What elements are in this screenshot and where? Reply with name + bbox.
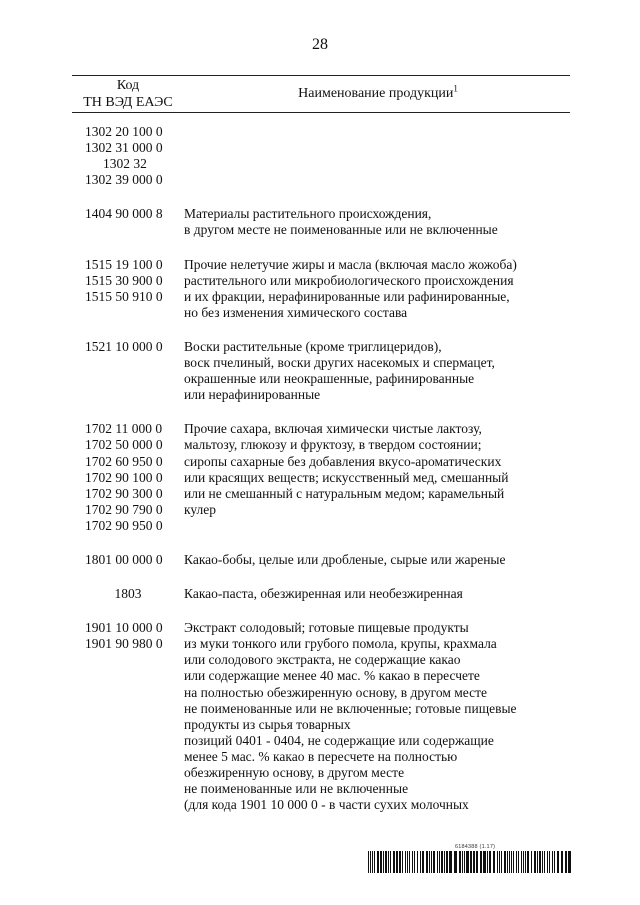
column-header-code <box>72 77 184 111</box>
tnved-code: 1302 31 000 0 <box>85 140 163 156</box>
barcode-bar <box>396 851 398 873</box>
product-name-cell <box>184 124 570 188</box>
barcode-bar <box>544 851 545 873</box>
barcode-bar <box>437 851 438 873</box>
barcode-bar <box>383 851 384 873</box>
barcode-bar <box>568 851 571 873</box>
tnved-code: 1901 90 980 0 <box>85 636 163 652</box>
barcode-bar <box>499 851 500 873</box>
barcode-bar <box>399 851 401 873</box>
product-name-cell <box>184 257 570 321</box>
barcode-bar <box>561 851 563 873</box>
barcode-bar <box>565 851 567 873</box>
product-name-line: или содержащие менее 40 мас. % какао в пересчете <box>184 668 480 684</box>
barcode-bar <box>480 851 482 873</box>
barcode-bar <box>501 851 502 873</box>
barcode-bar <box>368 851 369 873</box>
barcode-bar <box>509 851 510 873</box>
barcode-bar <box>412 851 413 873</box>
code-cell <box>72 257 184 321</box>
barcode-bar <box>470 851 472 873</box>
barcode-bar <box>527 851 529 873</box>
product-name-line: продукты из сырья товарных <box>184 716 351 732</box>
product-name-line: позиций 0401 - 0404, не содержащие или содержащие <box>184 732 494 748</box>
barcode-bar <box>516 851 517 873</box>
product-name-line: обезжиренную основу, в другом месте <box>184 765 405 780</box>
barcode-bar <box>537 851 538 873</box>
product-name-line: окрашенные или неокрашенные, рафинированные <box>184 371 475 387</box>
barcode-bar <box>380 851 382 873</box>
product-name-line: или красящих веществ; искусственный мед, смешанный <box>184 469 509 485</box>
column-header-name <box>186 83 570 102</box>
barcode-bar <box>407 851 408 873</box>
barcode-bar <box>542 851 543 873</box>
barcode-bar <box>402 851 403 873</box>
barcode-bar <box>385 851 387 873</box>
barcode-bar <box>489 851 491 873</box>
code-cell <box>72 206 184 238</box>
barcode-bar <box>473 851 475 873</box>
table-header-rule <box>72 112 570 113</box>
product-name-line: но без изменения химического состава <box>184 304 408 320</box>
barcode-bar <box>464 851 465 873</box>
barcode-bar <box>531 851 532 873</box>
tnved-code: 1803 <box>114 586 142 602</box>
barcode-bar <box>454 851 457 873</box>
table-row <box>72 586 570 602</box>
product-name-line: или солодового экстракта, не содержащие какао <box>184 652 461 668</box>
barcode-bar <box>388 851 389 873</box>
barcode-bar <box>422 851 424 873</box>
tnved-code: 1515 19 100 0 <box>85 256 163 272</box>
table-row <box>72 257 570 321</box>
barcode-bar <box>372 851 373 873</box>
table-row <box>72 206 570 238</box>
barcode-bar <box>377 851 379 873</box>
barcode-bar <box>513 851 514 873</box>
barcode-bar <box>444 851 445 873</box>
product-name-line: Какао-паста, обезжиренная или необезжиренная <box>184 586 463 602</box>
product-name-line: Прочие сахара, включая химически чистые лактозу, <box>184 421 482 437</box>
barcode-bar <box>390 851 391 873</box>
product-name-line: не поименованные или не включенные; готовые пищевые <box>184 700 517 716</box>
barcode-bar <box>420 851 421 873</box>
table-row <box>72 339 570 403</box>
product-name-line: Материалы растительного происхождения, <box>184 206 432 222</box>
code-cell <box>72 552 184 568</box>
barcode-bar <box>547 851 548 873</box>
column-header-name-text: Наименование продукции <box>298 86 454 101</box>
product-name-line: (для кода 1901 10 000 0 - в части сухих молочных <box>184 797 469 813</box>
document-code: 6184388 (1.17) <box>455 844 496 850</box>
table-row <box>72 124 570 188</box>
tnved-code: 1702 90 300 0 <box>85 485 163 501</box>
barcode-bar <box>476 851 478 873</box>
product-name-line: и их фракции, нерафинированные или рафинированные, <box>184 288 510 304</box>
product-name-line: в другом месте не поименованные или не включенные <box>184 222 498 238</box>
tnved-code: 1702 90 950 0 <box>85 517 163 533</box>
column-header-code-line2: ТН ВЭД ЕАЭС <box>83 95 173 110</box>
tnved-code: 1302 39 000 0 <box>85 172 163 188</box>
product-name-cell <box>184 552 570 568</box>
product-name-line: Какао-бобы, целые или дробленые, сырые или жареные <box>184 551 506 567</box>
product-name-cell <box>184 339 570 403</box>
product-name-line: не поименованные или не включенные <box>184 781 409 797</box>
barcode-bar <box>393 851 395 873</box>
product-name-line: на полностью обезжиренную основу, в другом месте <box>184 684 488 700</box>
product-name-line: кулер <box>184 501 217 517</box>
tnved-code: 1404 90 000 8 <box>85 206 163 222</box>
barcode-bar <box>518 851 519 873</box>
barcode-bar <box>439 851 440 873</box>
product-name-line: воск пчелиный, воски других насекомых и спермацет, <box>184 355 495 371</box>
code-cell <box>72 124 184 188</box>
barcode-bar <box>557 851 559 873</box>
product-name-line: мальтозу, глюкозу и фруктозу, в твердом состоянии; <box>184 437 482 453</box>
barcode-bar <box>409 851 410 873</box>
barcode-bar <box>462 851 463 873</box>
barcode-bar <box>511 851 512 873</box>
tnved-code: 1702 90 100 0 <box>85 469 163 485</box>
table-top-rule <box>72 75 570 76</box>
product-name-line: растительного или микробиологического происхождения <box>184 272 514 288</box>
barcode-bar <box>441 851 443 873</box>
footnote-marker: 1 <box>453 83 458 94</box>
product-name-cell <box>184 206 570 238</box>
product-name-line: из муки тонкого или грубого помола, крупы, крахмала <box>184 636 497 652</box>
barcode-bar <box>429 851 430 873</box>
barcode-bar <box>459 851 461 873</box>
column-header-code-line1: Код <box>116 78 140 93</box>
code-cell <box>72 339 184 403</box>
product-name-line: Экстракт солодовый; готовые пищевые продукты <box>184 620 469 636</box>
barcode-bar <box>525 851 526 873</box>
product-name-line: Прочие нелетучие жиры и масла (включая масло жожоба) <box>184 256 517 272</box>
barcode-bar <box>414 851 415 873</box>
table-body <box>72 124 570 831</box>
tnved-code: 1302 32 <box>103 156 147 172</box>
product-name-line: или не смешанный с натуральным медом; карамельный <box>184 485 505 501</box>
table-row <box>72 620 570 813</box>
barcode-bar <box>431 851 432 873</box>
barcode-bar <box>539 851 541 873</box>
product-name-line: менее 5 мас. % какао в пересчете на полностью <box>184 748 458 764</box>
barcode-bar <box>426 851 428 873</box>
table-row <box>72 421 570 534</box>
tnved-code: 1702 90 790 0 <box>85 501 163 517</box>
barcode-bar <box>487 851 488 873</box>
barcode-bar <box>521 851 522 873</box>
barcode-bar <box>449 851 452 873</box>
code-cell <box>72 620 184 813</box>
barcode-bar <box>483 851 486 873</box>
product-name-line: Воски растительные (кроме триглицеридов), <box>184 338 442 354</box>
barcode-bar <box>466 851 469 873</box>
tnved-code: 1302 20 100 0 <box>85 124 163 139</box>
barcode-bar <box>549 851 550 873</box>
barcode-bar <box>446 851 448 873</box>
barcode-bar <box>433 851 435 873</box>
barcode-bar <box>552 851 553 873</box>
barcode-bar <box>523 851 524 873</box>
tnved-code: 1515 30 900 0 <box>85 272 163 288</box>
tnved-code: 1702 60 950 0 <box>85 453 163 469</box>
tnved-code: 1801 00 000 0 <box>85 551 163 567</box>
barcode-bar <box>497 851 498 873</box>
code-cell <box>72 586 184 602</box>
barcode-bar <box>493 851 495 873</box>
barcode-bar <box>370 851 371 873</box>
product-name-line: сиропы сахарные без добавления вкусо-ароматических <box>184 453 502 469</box>
barcode-bar <box>417 851 418 873</box>
page-number: 28 <box>312 36 328 53</box>
product-name-line: или нерафинированные <box>184 387 321 403</box>
tnved-code: 1702 50 000 0 <box>85 437 163 453</box>
table-row <box>72 552 570 568</box>
tnved-code: 1515 50 910 0 <box>85 288 163 304</box>
tnved-code: 1901 10 000 0 <box>85 620 163 636</box>
barcode-bar <box>507 851 508 873</box>
barcode-bar <box>374 851 375 873</box>
barcode-image <box>368 851 571 873</box>
tnved-code: 1521 10 000 0 <box>85 338 163 354</box>
barcode-bar <box>534 851 536 873</box>
barcode-bar <box>554 851 555 873</box>
barcode-bar <box>504 851 506 873</box>
product-name-cell <box>184 586 570 602</box>
barcode-bar <box>405 851 406 873</box>
product-name-cell <box>184 421 570 534</box>
tnved-code: 1702 11 000 0 <box>85 421 163 437</box>
product-name-cell <box>184 620 570 813</box>
code-cell <box>72 421 184 534</box>
